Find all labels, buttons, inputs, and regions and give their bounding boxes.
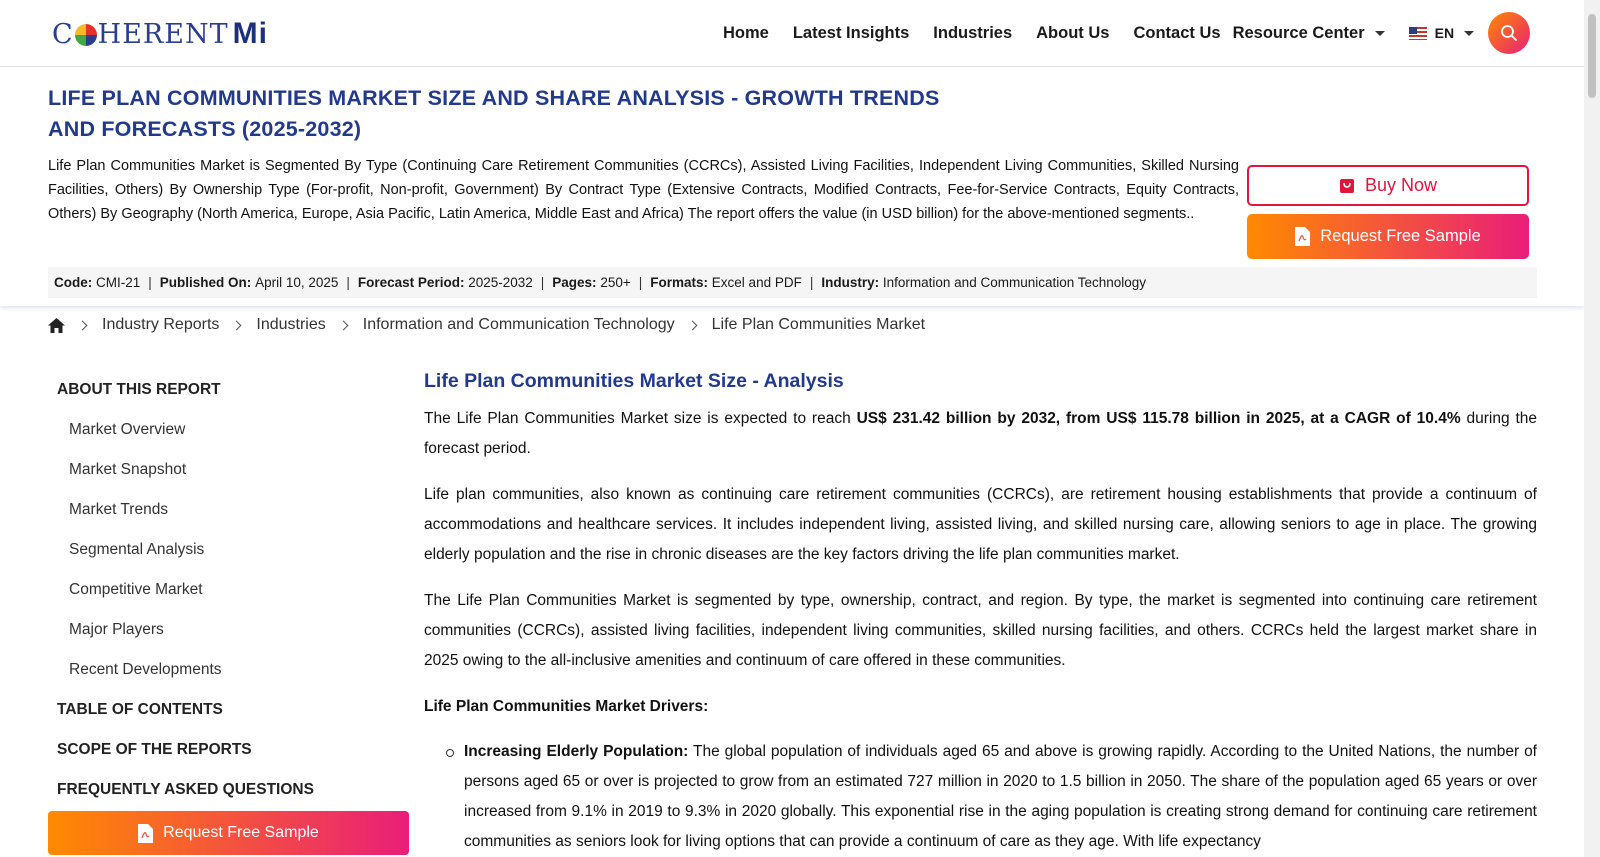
language-selector[interactable] [1409,25,1474,41]
code-value: CMI-21 [96,275,141,290]
shopping-bag-icon [1339,178,1355,194]
breadcrumb-current: Life Plan Communities Market [711,316,926,333]
breadcrumb-ict[interactable]: Information and Communication Technology [362,316,675,333]
report-description: Life Plan Communities Market is Segmented By Type (Continuing Care Retirement Communities (CCRCs), Assisted Living Facilities, Independent Living Communities, Skilled Nursing Facilities, Others) By Ownership Type (For-profit, Non-profit, Government) By Contract Type (Extensive Contracts, Modified Contracts, Fee-for-Service Contracts, Equity Contracts, Others) By Geography (North America, Europe, Asia Pacific, Latin America, Middle East and Africa) The report offers the value (in USD billion) for the above-mentioned segments.. [48,158,1239,222]
sidebar-item-market-overview[interactable]: Market Overview [69,421,186,438]
section-heading: Life Plan Communities Market Size - Analysis [424,370,844,392]
chevron-right-icon [687,320,697,330]
sidebar-request-sample-button[interactable] [48,811,409,855]
us-flag-icon [1409,27,1427,40]
p1-highlight: US$ 231.42 billion by 2032, from US$ 115.78 billion in 2025, at a CAGR of 10.4% [856,410,1461,427]
market-size-paragraph [424,404,1537,464]
language-label: EN [1434,25,1455,41]
main-content [424,368,1537,857]
driver-text: The global population of individuals aged 65 and above is growing rapidly. According to the United Nations, the number of persons aged 65 or over is projected to grow from an estimated 727 million in 2020 to 1.5 billion in 2050. The share of the population aged 65 years or over increased from 9.1% in 2019 to 9.3% in 2020 globally. This exponential rise in the aging population is creating strong demand for continuing care retirement communities as seniors look for living options that can provide a continuum of care as they age. With life expectancy [464,743,1537,850]
request-free-sample-label: Request Free Sample [1320,227,1481,245]
sidebar-item-market-snapshot[interactable]: Market Snapshot [69,461,187,478]
chevron-right-icon [232,320,242,330]
sidebar-item-major-players[interactable]: Major Players [69,621,164,638]
buy-now-label: Buy Now [1364,175,1438,195]
nav-contact-us[interactable]: Contact Us [1133,23,1221,42]
pages-label: Pages: [552,275,597,290]
breadcrumb [48,314,925,336]
report-title [48,83,1008,145]
industry-value: Information and Communication Technology [882,275,1147,290]
sidebar-about-heading[interactable]: ABOUT THIS REPORT [57,381,221,398]
breadcrumb-industry-reports[interactable]: Industry Reports [102,316,220,333]
report-title-line1: LIFE PLAN COMMUNITIES MARKET SIZE AND SHARE ANALYSIS - GROWTH TRENDS [48,86,940,110]
top-navbar [0,0,1584,67]
report-title-line2: AND FORECASTS (2025-2032) [48,117,362,141]
logo-mi: Mi [232,17,268,50]
pdf-file-icon [1295,227,1310,246]
nav-industries[interactable]: Industries [933,23,1013,42]
coherent-mi-logo[interactable] [52,18,268,50]
p1-start: The Life Plan Communities Market size is expected to reach [424,410,857,427]
published-value: April 10, 2025 [255,275,339,290]
pdf-file-icon [138,824,153,843]
sidebar-faq[interactable]: FREQUENTLY ASKED QUESTIONS [57,781,314,798]
breadcrumb-industries[interactable]: Industries [256,316,326,333]
pages-value: 250+ [600,275,631,290]
list-item [464,737,1537,857]
scrollbar-thumb[interactable] [1588,14,1596,98]
definition-paragraph: Life plan communities, also known as continuing care retirement communities (CCRCs), are retirement housing establishments that provide a continuum of accommodations and healthcare services. It includes independent living, assisted living, and skilled nursing care, allowing seniors to age in place. The growing elderly population and the rise in chronic diseases are the key factors driving the life plan communities market. [424,486,1537,563]
sidebar-item-competitive-market[interactable]: Competitive Market [69,581,203,598]
formats-value: Excel and PDF [711,275,802,290]
sidebar-request-sample-label: Request Free Sample [163,824,319,841]
search-button[interactable] [1488,12,1530,54]
chevron-down-icon [1464,31,1474,36]
sidebar-item-segmental-analysis[interactable]: Segmental Analysis [69,541,205,558]
resource-center-label: Resource Center [1232,23,1365,42]
request-free-sample-button[interactable] [1247,214,1529,259]
nav-latest-insights[interactable]: Latest Insights [792,23,910,42]
meta-separator: | [638,275,643,290]
chevron-right-icon [338,320,348,330]
p1-end: during the forecast period. [424,410,1537,457]
forecast-value: 2025-2032 [468,275,533,290]
code-label: Code: [54,275,93,290]
sidebar-item-recent-developments[interactable]: Recent Developments [69,661,222,678]
sidebar-table-of-contents[interactable]: TABLE OF CONTENTS [57,701,223,718]
logo-c: C [52,18,74,50]
search-icon [1500,24,1518,42]
nav-about-us[interactable]: About Us [1036,23,1110,42]
chevron-down-icon [1375,31,1385,36]
published-label: Published On: [159,275,252,290]
sidebar-scope[interactable]: SCOPE OF THE REPORTS [57,741,252,758]
drivers-heading: Life Plan Communities Market Drivers: [424,698,709,715]
meta-separator: | [148,275,152,290]
report-meta-bar [48,267,1537,298]
nav-home[interactable]: Home [723,23,769,42]
home-icon[interactable] [48,318,65,333]
formats-label: Formats: [650,275,709,290]
industry-label: Industry: [821,275,880,290]
meta-separator: | [346,275,350,290]
meta-separator: | [540,275,545,290]
driver-title: Increasing Elderly Population: [464,743,689,760]
drivers-list [424,737,1537,857]
forecast-label: Forecast Period: [357,275,465,290]
logo-globe-icon [75,24,97,46]
sidebar-item-market-trends[interactable]: Market Trends [69,501,169,518]
segmentation-paragraph: The Life Plan Communities Market is segmented by type, ownership, contract, and region. By type, the market is segmented into continuing care retirement communities (CCRCs), assisted living facilities, independent living communities, skilled nursing facilities, and others. CCRCs held the largest market share in 2025 owing to the all-inclusive amenities and continuum of care offered in these communities. [424,592,1537,669]
page-scrollbar[interactable] [1584,0,1600,857]
meta-separator: | [809,275,814,290]
logo-text: HERENT [97,18,229,50]
chevron-right-icon [78,320,88,330]
report-sidebar [48,370,409,810]
buy-now-button[interactable] [1247,165,1529,206]
nav-resource-center[interactable] [1233,24,1385,43]
main-nav [723,0,1474,66]
